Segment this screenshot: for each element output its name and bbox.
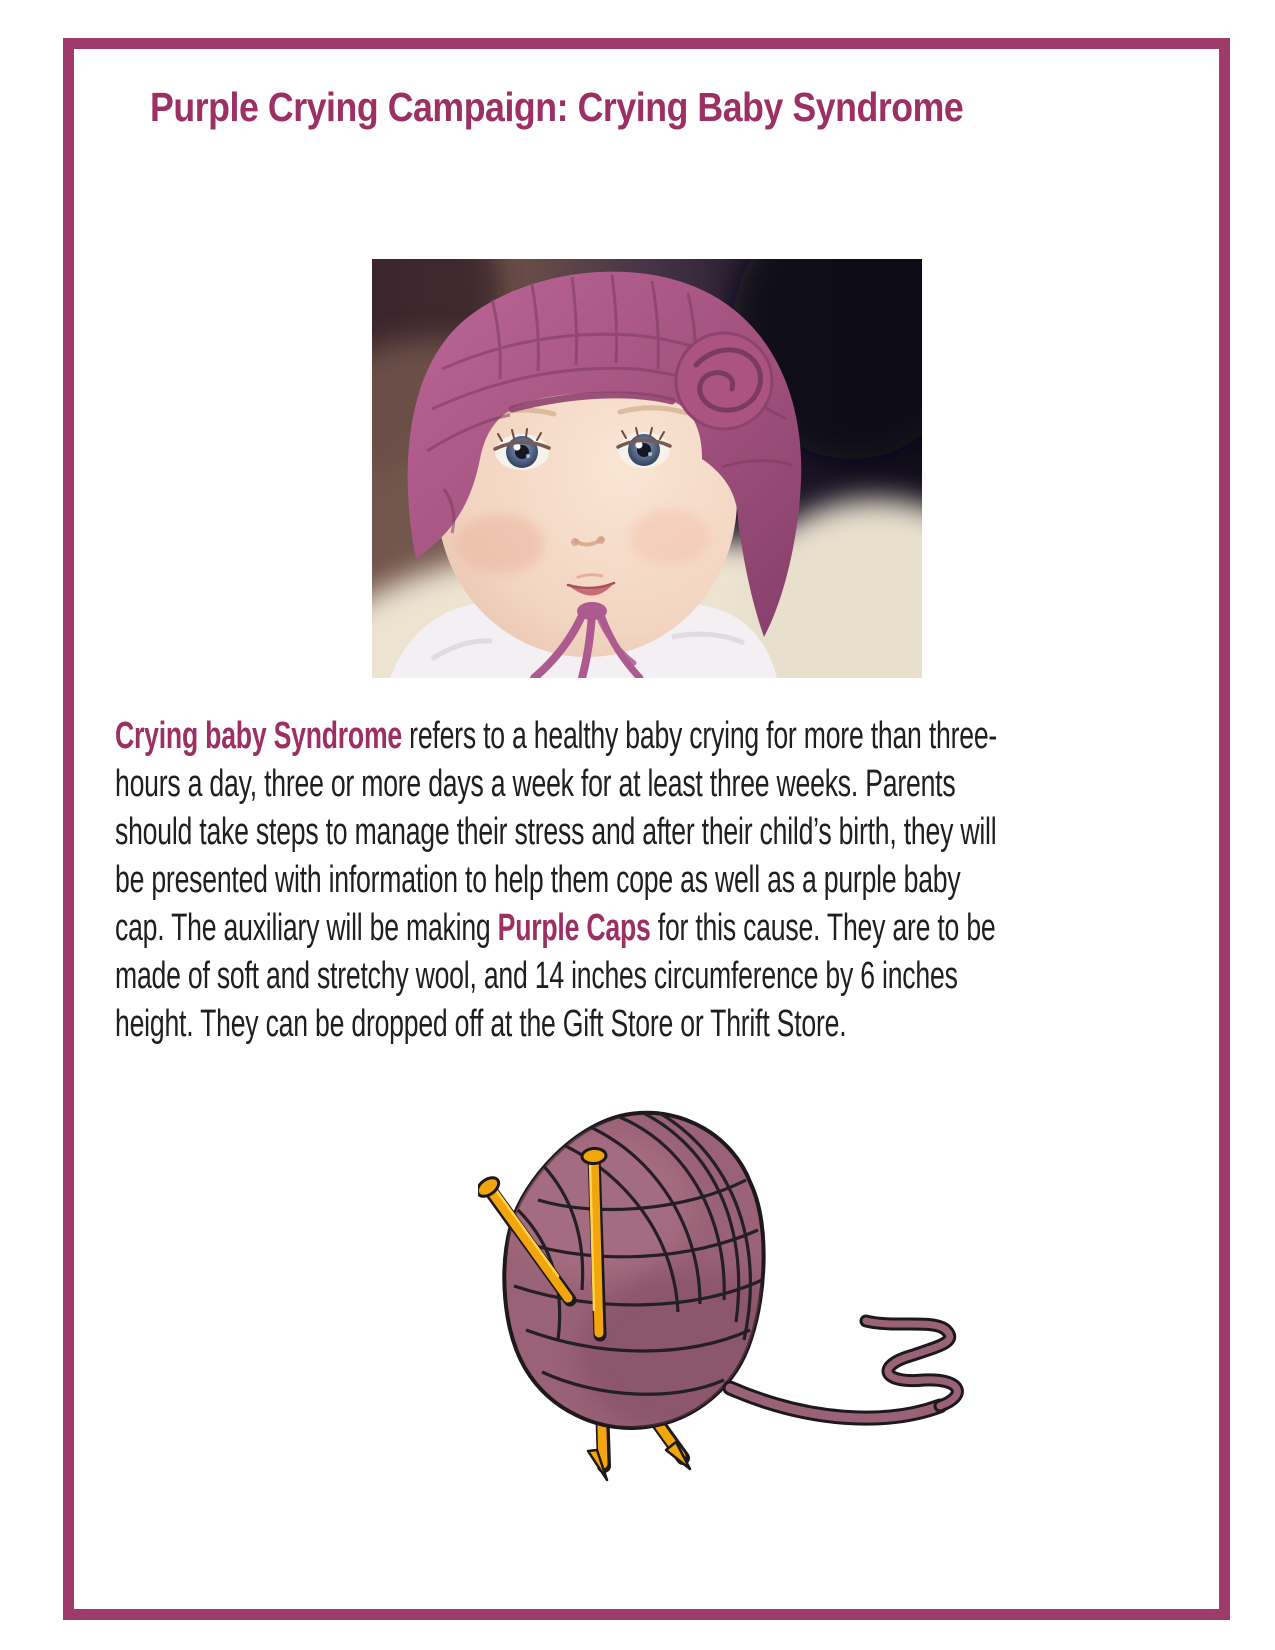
hat-flower <box>676 333 772 429</box>
inline-bold-crying-baby-syndrome: Crying baby Syndrome <box>115 715 402 757</box>
yarn-illustration <box>478 1090 968 1490</box>
inline-bold-purple-caps: Purple Caps <box>497 907 651 949</box>
paragraph-line-2: hours a day, three or more days a week for at least three weeks. Parents <box>115 763 956 805</box>
paragraph-text: refers to a healthy baby crying for more than three- <box>401 715 998 757</box>
needle-head-top <box>582 1148 607 1165</box>
paragraph-line-3: should take steps to manage their stress and after their child’s birth, they will <box>115 811 997 853</box>
paragraph-line-4: be presented with information to help them cope as well as a purple baby <box>115 859 961 901</box>
paragraph-text: for this cause. They are to be <box>650 907 996 949</box>
yarn-trail <box>730 1321 957 1418</box>
paragraph-line-1 <box>115 712 1165 760</box>
paragraph-line-5 <box>115 904 1165 952</box>
baby-photo-image <box>372 259 922 678</box>
page-title: Purple Crying Campaign: Crying Baby Syndrome <box>150 84 964 130</box>
yarn-ball-illustration <box>478 1090 968 1490</box>
baby-photo <box>372 259 922 678</box>
paragraph-line-6: made of soft and stretchy wool, and 14 inches circumference by 6 inches <box>115 955 958 997</box>
paragraph-line-7: height. They can be dropped off at the Gift Store or Thrift Store. <box>115 1003 847 1045</box>
body-paragraph <box>115 712 1275 1048</box>
paragraph-text: cap. The auxiliary will be making <box>115 907 498 949</box>
